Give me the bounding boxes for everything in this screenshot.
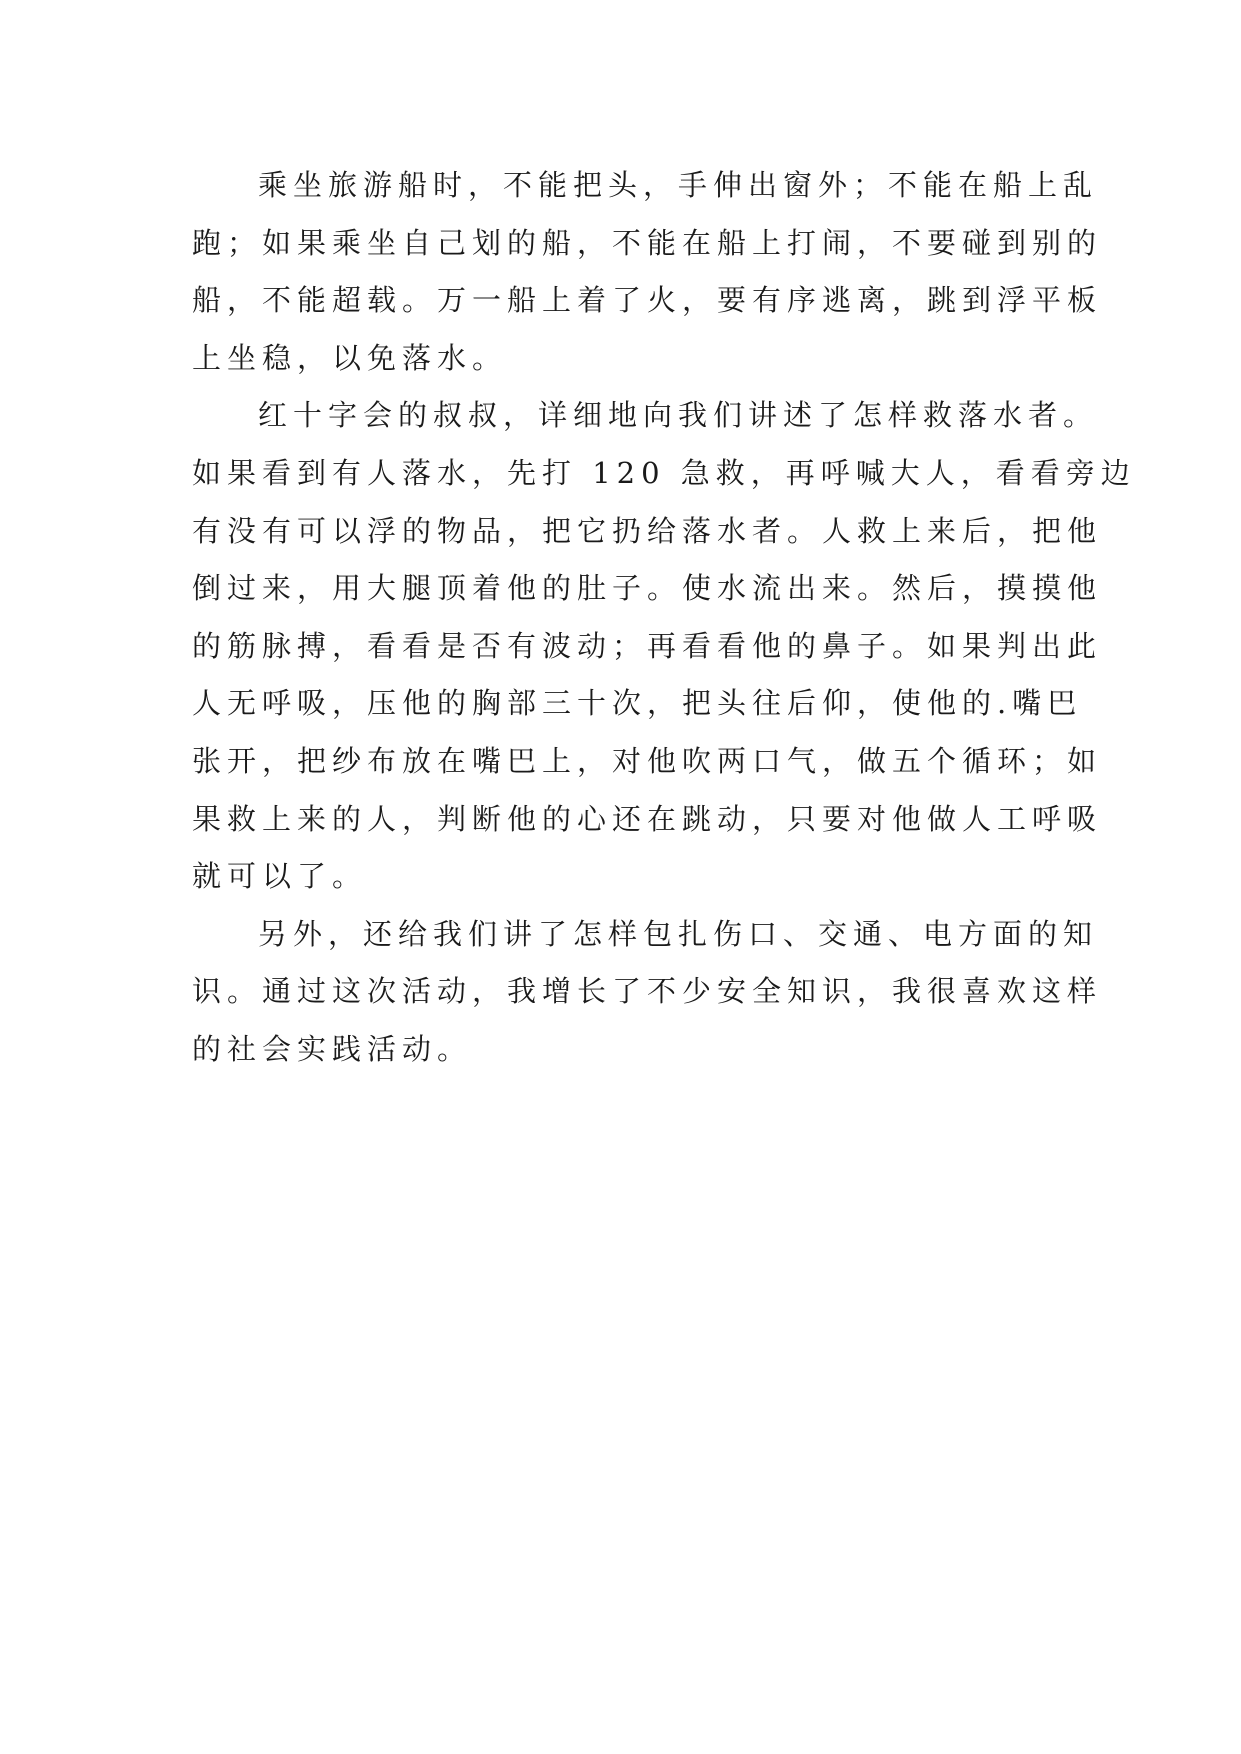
text-line: 如果看到有人落水，先打 120 急救，再呼喊大人，看看旁边 [192,455,1136,490]
text-line: 倒过来，用大腿顶着他的肚子。使水流出来。然后，摸摸他 [192,571,1103,606]
document-body [192,157,1136,1079]
text-line: 人无呼吸，压他的胸部三十次，把头往后仰，使他的.嘴巴 [192,686,1083,721]
text-line: 张开，把纱布放在嘴巴上，对他吹两口气，做五个循环；如 [192,743,1103,778]
paragraph-conclusion [192,906,1103,1079]
text-line: 果救上来的人，判断他的心还在跳动，只要对他做人工呼吸 [192,801,1103,836]
text-line: 跑；如果乘坐自己划的船，不能在船上打闹，不要碰到别的 [192,225,1103,260]
paragraph-drowning-rescue [192,387,1136,905]
text-line: 有没有可以浮的物品，把它扔给落水者。人救上来后，把他 [192,513,1103,548]
text-line: 识。通过这次活动，我增长了不少安全知识，我很喜欢这样 [192,974,1103,1009]
text-line: 的社会实践活动。 [192,1031,473,1066]
paragraph-boat-safety [192,157,1103,387]
text-line: 上坐稳，以免落水。 [192,340,508,375]
text-line: 乘坐旅游船时，不能把头，手伸出窗外；不能在船上乱 [258,168,1099,202]
text-line: 红十字会的叔叔，详细地向我们讲述了怎样救落水者。 [258,398,1099,433]
text-line: 的筋脉搏，看看是否有波动；再看看他的鼻子。如果判出此 [192,628,1103,663]
text-line: 就可以了。 [192,859,368,894]
text-line: 船，不能超载。万一船上着了火，要有序逃离，跳到浮平板 [192,283,1103,318]
text-line: 另外，还给我们讲了怎样包扎伤口、交通、电方面的知 [258,916,1099,951]
